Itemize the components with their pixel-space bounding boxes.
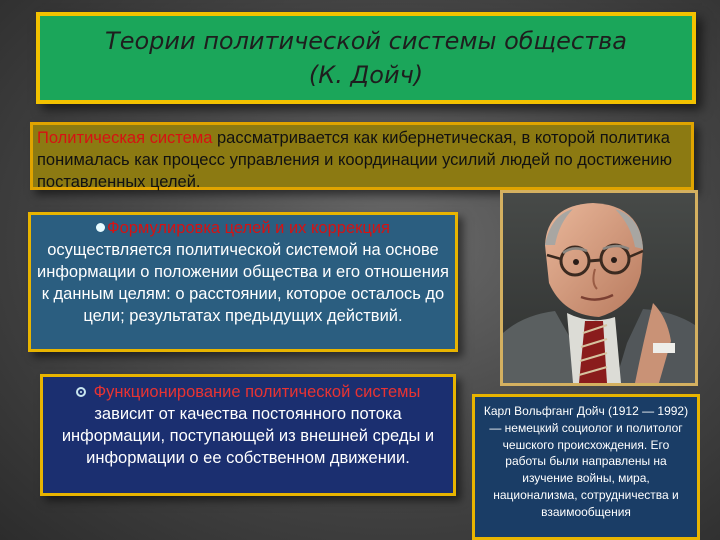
- goal-highlight: Формулировка целей и их коррекция: [107, 219, 390, 237]
- function-text: зависит от качества постоянного потока информации, поступающей из внешней среды и информации о ее собственном движении.: [61, 405, 435, 467]
- slide-subtitle: (К. Дойч): [308, 61, 424, 89]
- slide-title: Теории политической системы общества: [105, 27, 627, 55]
- title-panel: [36, 12, 696, 104]
- portrait-illustration: [503, 193, 695, 383]
- definition-panel: [30, 122, 694, 190]
- goal-panel: [28, 212, 458, 352]
- biography-panel: [472, 394, 700, 540]
- portrait-photo: [500, 190, 698, 386]
- definition-term: Политическая система: [37, 129, 213, 147]
- goal-text: осуществляется политической системой на основе информации о положении общества и его отношения к данным целям: о расстоянии, которое осталось до цели; результатах предыдущих действий.: [37, 241, 449, 325]
- biography-text: Карл Вольфганг Дойч (1912 — 1992) — немецкий социолог и политолог чешского происхождения. Его работы были направлены на изучение войны, мира, национализма, сотрудничества и взаимообщения: [483, 404, 689, 519]
- goal-heading: [37, 217, 449, 239]
- ring-bullet-icon: [76, 387, 86, 397]
- definition-text: рассматривается как кибернетическая, в которой политика понималась как процесс управления и координации усилий людей по достижению поставленных целей.: [37, 129, 672, 191]
- bullet-dot-icon: [96, 223, 105, 232]
- function-panel: [40, 374, 456, 496]
- function-highlight: Функционирование политической системы: [93, 383, 421, 401]
